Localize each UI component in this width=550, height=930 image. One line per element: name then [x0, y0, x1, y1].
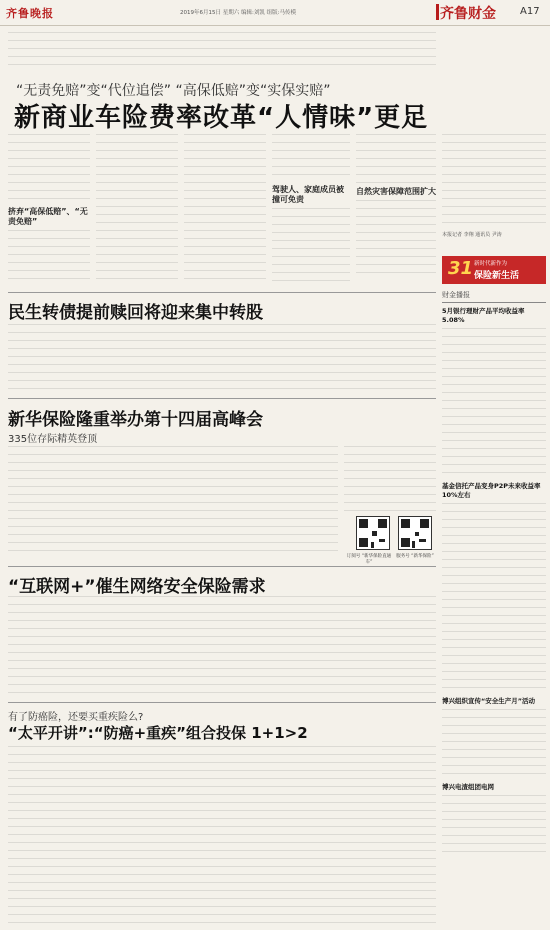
banner-top: 新时代新作为 — [474, 261, 508, 267]
lead-col-4 — [272, 134, 350, 284]
sidebar-item-title: 博兴组织宣传“安全生产月”活动 — [442, 697, 536, 705]
divider — [8, 566, 436, 567]
lead-headline: 新商业车险费率改革“人情味”更足 — [14, 103, 429, 133]
issue-info: 2019年6月15日 星期六 编辑:刘凯 组版:马传模 — [180, 10, 296, 16]
top-text-strip — [8, 32, 436, 72]
section-marker — [436, 4, 439, 20]
divider — [8, 702, 436, 703]
sidebar-news — [442, 290, 546, 855]
qr-caption-left: 订阅号 “新华保险直通车” — [346, 554, 392, 565]
article2-body — [8, 324, 436, 392]
newspaper-logo: 齐鲁晚报 — [6, 7, 54, 20]
lead-col-subhead: 驾驶人、家庭成员被撞可免责 — [272, 185, 344, 204]
article3-subhead: 335位存际精英登顶 — [8, 434, 98, 445]
lead-byline: 本报记者 李翔 通讯员 尹涛 — [442, 232, 502, 238]
lead-col-5 — [356, 134, 436, 284]
masthead — [0, 0, 550, 26]
sidebar-item-title: 基金信托产品变身P2P未来收益率10%左右 — [442, 482, 541, 499]
article2-headline: 民生转债提前赎回将迎来集中转股 — [8, 303, 263, 323]
sidebar-header: 财金播报 — [442, 290, 546, 303]
lead-col-2 — [96, 134, 178, 284]
lead-subhead: “无责免赔”变“代位追偿” “高保低赔”变“实保实赔” — [16, 83, 331, 99]
divider — [8, 398, 436, 399]
page-number: A17 — [520, 6, 540, 17]
article4-body — [8, 596, 436, 696]
article3-headline: 新华保险隆重举办第十四届高峰会 — [8, 410, 263, 430]
qr-caption-right: 服务号 “新华保险” — [396, 554, 434, 559]
lead-col-subhead: 自然灾害保障范围扩大 — [356, 187, 436, 196]
section-title: 齐鲁财金 — [440, 6, 496, 22]
banner-main: 保险新生活 — [474, 271, 520, 281]
divider — [8, 292, 436, 293]
promo-banner — [442, 256, 546, 284]
lead-col-subhead: 挤弃“高保低赔”、“无责免赔” — [8, 207, 88, 226]
sidebar-item-title: 博兴电渣组团电网 — [442, 783, 494, 791]
article5-body — [8, 746, 436, 924]
banner-number: 31 — [448, 258, 474, 279]
lead-col-3 — [184, 134, 266, 284]
article4-headline: “互联网+”催生网络安全保险需求 — [8, 577, 266, 597]
qr-code-right — [398, 516, 432, 550]
lead-col-1 — [8, 134, 90, 284]
article5-headline: “太平开讲”:“防癌+重疾”组合投保 1+1>2 — [8, 724, 308, 742]
article5-kicker: 有了防癌险，还要买重疾险么? — [8, 712, 144, 723]
sidebar-item-title: 5月银行理财产品平均收益率5.08% — [442, 307, 525, 324]
article3-body-1 — [8, 446, 338, 556]
article3-body-2 — [344, 446, 436, 512]
qr-code-left — [356, 516, 390, 550]
lead-col-6 — [442, 134, 546, 252]
